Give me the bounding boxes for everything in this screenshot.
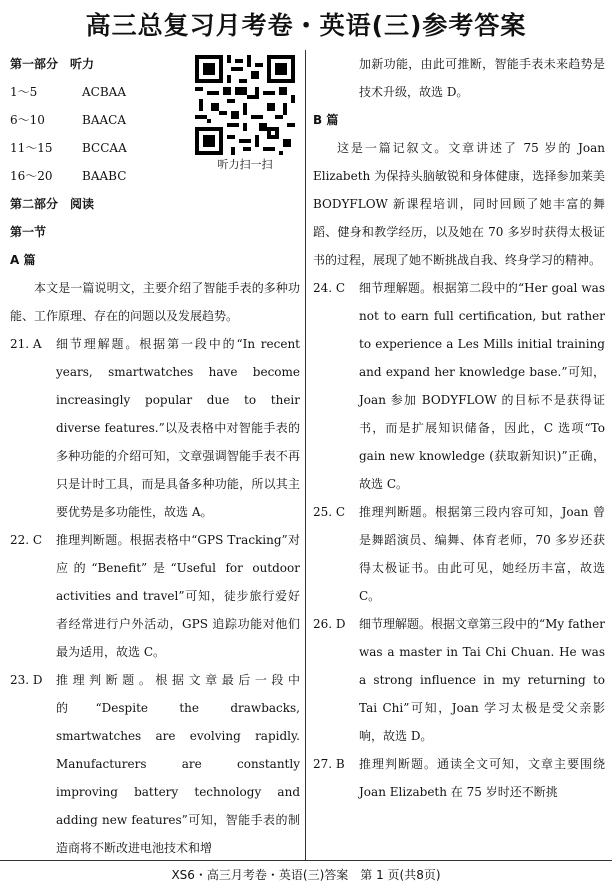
passage-b-intro: 这是一篇记叙文。文章讲述了 75 岁的 Joan Elizabeth 为保持头脑敏锐和身体健康，选择参加莱美 BODYFLOW 新课程培训，同时回顾了她丰富的舞蹈、健身和教学经历，以及她在 70 多岁时获得太极证书的过程，展现了她不断挑战自我、终身学习的精神。 xyxy=(313,141,605,267)
page-footer: XS6・高三月考卷・英语(三)答案 第 1 页(共8页) xyxy=(171,868,441,882)
part2-title: 第二部分 阅读 xyxy=(10,197,95,211)
answer-key-row xyxy=(10,162,300,190)
answer-explanation: 细节理解题。根据文章第三段中的“My father was a master in Tai Chi Chuan. He was a strong influence in my returning to Tai Chi”可知，Joan 学习太极是受父亲影响，故选 D。 xyxy=(359,617,606,743)
answer-key-answers: BAABC xyxy=(82,169,127,183)
answer-number: 23. D xyxy=(10,673,43,687)
passage-a-title: A 篇 xyxy=(10,253,36,267)
left-column xyxy=(10,50,300,862)
passage-a-intro: 本文是一篇说明文，主要介绍了智能手表的多种功能、工作原理、存在的问题以及发展趋势。 xyxy=(10,281,300,323)
answer-item xyxy=(10,526,300,666)
answer-item xyxy=(313,274,605,498)
answer-item xyxy=(10,666,300,862)
qr-caption: 听力扫一扫 xyxy=(217,158,273,171)
answer-number: 21. A xyxy=(10,337,42,351)
answer-explanation: 推理判断题。根据第三段内容可知，Joan 曾是舞蹈演员、编舞、体育老师，70 多岁还获得太极证书。由此可见，她经历丰富，故选 C。 xyxy=(359,505,605,603)
answer-key-range: 16～20 xyxy=(10,169,53,183)
answer-key-answers: BAACA xyxy=(82,113,126,127)
answer-explanation: 细节理解题。根据第一段中的“In recent years, smartwatches have become increasingly popular due to their diverse features.”以及表格中对智能手表的多种功能的介绍可知，文章强调智能手表不再只是计时工具，而是具备多种功能，所以其主要优势是多功能性，故选 A。 xyxy=(56,337,300,519)
answer-number: 22. C xyxy=(10,533,43,547)
answer-key-range: 11～15 xyxy=(10,141,53,155)
footer-divider xyxy=(0,860,612,861)
right-column xyxy=(313,50,605,806)
part1-title: 第一部分 听力 xyxy=(10,57,95,71)
answer-number: 26. D xyxy=(313,617,346,631)
answer-key-answers: ACBAA xyxy=(82,85,126,99)
answer-key-row xyxy=(10,134,300,162)
answer-explanation: 推理判断题。根据文章最后一段中的“Despite the drawbacks, smartwatches are evolving rapidly. Manufacturers are constantly improving battery technology and adding new features”可知，智能手表的制造商将不断改进电池技术和增 xyxy=(56,673,300,855)
passage-b-title: B 篇 xyxy=(313,113,339,127)
answer-item xyxy=(313,750,605,806)
answer-key-range: 1～5 xyxy=(10,85,38,99)
answer-explanation: 推理判断题。根据表格中“GPS Tracking”对应的“Benefit”是“Useful for outdoor activities and travel”可知，徒步旅行爱好者经常进行户外活动，GPS 追踪功能对他们最为适用，故选 C。 xyxy=(56,533,300,659)
answer-explanation: 推理判断题。通读全文可知，文章主要围绕 Joan Elizabeth 在 75 岁时还不断挑 xyxy=(359,757,605,799)
answer-explanation: 加新功能，由此可推断，智能手表未来趋势是技术升级，故选 D。 xyxy=(359,57,605,99)
answer-item xyxy=(313,498,605,610)
answer-continuation xyxy=(313,50,605,106)
answer-number: 27. B xyxy=(313,757,345,771)
column-divider xyxy=(305,50,306,860)
answer-number: 24. C xyxy=(313,281,346,295)
page-title: 高三总复习月考卷・英语(三)参考答案 xyxy=(85,11,527,40)
answer-key-range: 6～10 xyxy=(10,113,45,127)
answer-number: 25. C xyxy=(313,505,346,519)
answer-key-row xyxy=(10,78,300,106)
answer-item xyxy=(10,330,300,526)
answer-key-row xyxy=(10,106,300,134)
answer-key-answers: BCCAA xyxy=(82,141,127,155)
answer-explanation: 细节理解题。根据第二段中的“Her goal was not to earn full certification, but rather to experience a Les Mills initial training and expand her knowledge base.”可知，Joan 参加 BODYFLOW 的目标不是获得证书，而是扩展知识储备，因此，C 选项“To gain new knowledge (获取新知识)”正确，故选 C。 xyxy=(359,281,605,491)
answer-item xyxy=(313,610,605,750)
section1-title: 第一节 xyxy=(10,225,47,239)
